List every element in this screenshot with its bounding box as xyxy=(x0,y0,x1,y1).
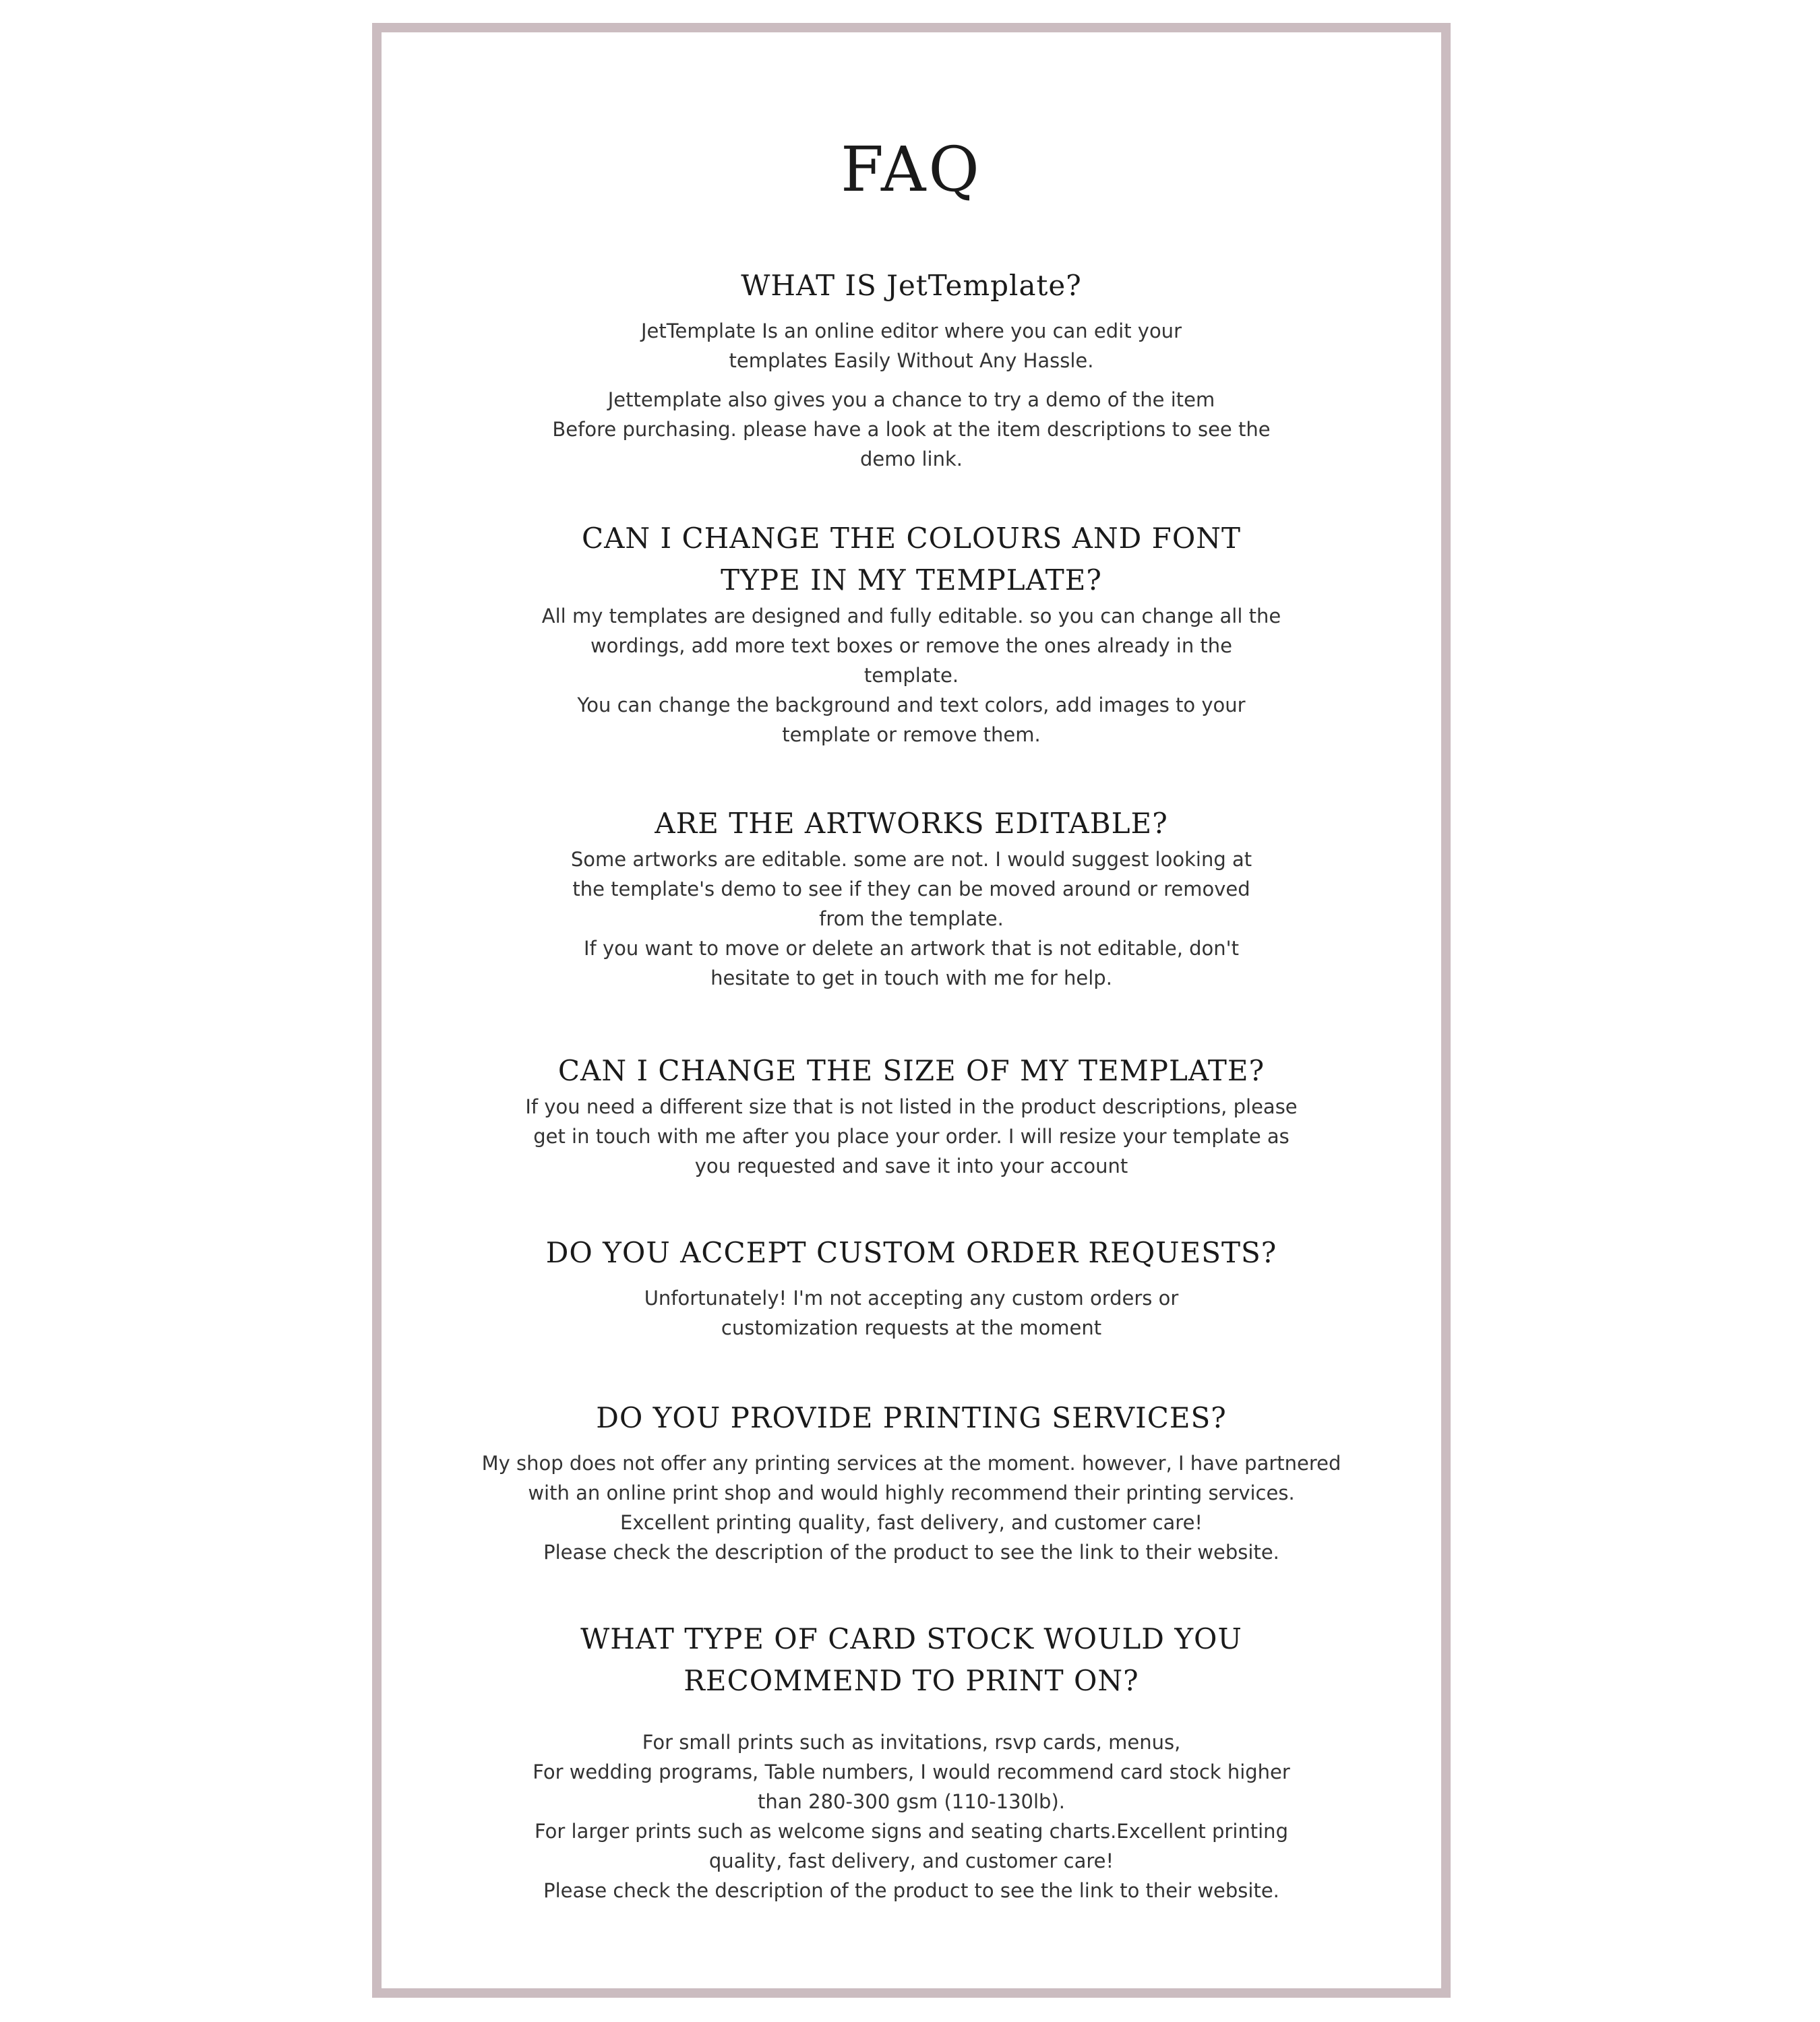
faq-item-custom-orders xyxy=(382,1232,1441,1343)
faq-item-artworks-editable xyxy=(382,803,1441,993)
faq-item-change-size xyxy=(382,1050,1441,1181)
page-frame xyxy=(372,23,1451,1998)
faq-question: CAN I CHANGE THE COLOURS AND FONT TYPE IN MY TEMPLATE? xyxy=(581,522,1242,596)
faq-item-card-stock xyxy=(382,1618,1441,1905)
faq-question: CAN I CHANGE THE SIZE OF MY TEMPLATE? xyxy=(557,1054,1265,1087)
faq-item-what-is-jettemplate xyxy=(382,265,1441,474)
faq-answer: My shop does not offer any printing services at the moment. however, I have partnered with an online print shop and would highly recommend their printing services. Excellent printing quality, fast delivery, and customer care! Please check the description of the product to see the link to their website. xyxy=(481,1452,1341,1564)
faq-question: WHAT IS JetTemplate? xyxy=(741,269,1082,302)
faq-answer: Jettemplate also gives you a chance to try a demo of the item Before purchasing. please have a look at the item descriptions to see the demo link. xyxy=(552,388,1271,470)
page-title: FAQ xyxy=(841,133,982,206)
faq-answer: If you need a different size that is not listed in the product descriptions, please get in touch with me after you place your order. I will resize your template as you requested and save it into your account xyxy=(525,1095,1298,1177)
faq-item-change-colours-font xyxy=(382,518,1441,749)
faq-answer: For small prints such as invitations, rsvp cards, menus, For wedding programs, Table numbers, I would recommend card stock higher than 280-300 gsm (110-130lb). For larger prints such as welcome signs and seating charts.Excellent printing quality, fast delivery, and customer care! Please check the description of the product to see the link to their website. xyxy=(533,1731,1290,1902)
faq-answer: All my templates are designed and fully editable. so you can change all the wordings, add more text boxes or remove the ones already in the template. You can change the background and text colors, add images to your template or remove them. xyxy=(541,605,1281,746)
faq-answer: Unfortunately! I'm not accepting any custom orders or customization requests at the moment xyxy=(644,1287,1179,1339)
faq-question: WHAT TYPE OF CARD STOCK WOULD YOU RECOMMEND TO PRINT ON? xyxy=(580,1622,1242,1697)
faq-question: DO YOU PROVIDE PRINTING SERVICES? xyxy=(596,1401,1227,1434)
faq-item-printing-services xyxy=(382,1397,1441,1567)
faq-answer: JetTemplate Is an online editor where you can edit your templates Easily Without Any Hassle. xyxy=(640,319,1182,372)
faq-question: ARE THE ARTWORKS EDITABLE? xyxy=(655,807,1168,840)
faq-question: DO YOU ACCEPT CUSTOM ORDER REQUESTS? xyxy=(545,1236,1277,1269)
faq-answer: Some artworks are editable. some are not. I would suggest looking at the template's demo to see if they can be moved around or removed from the template. If you want to move or delete an artwork that is not editable, don't hesitate to get in touch with me for help. xyxy=(570,848,1252,989)
